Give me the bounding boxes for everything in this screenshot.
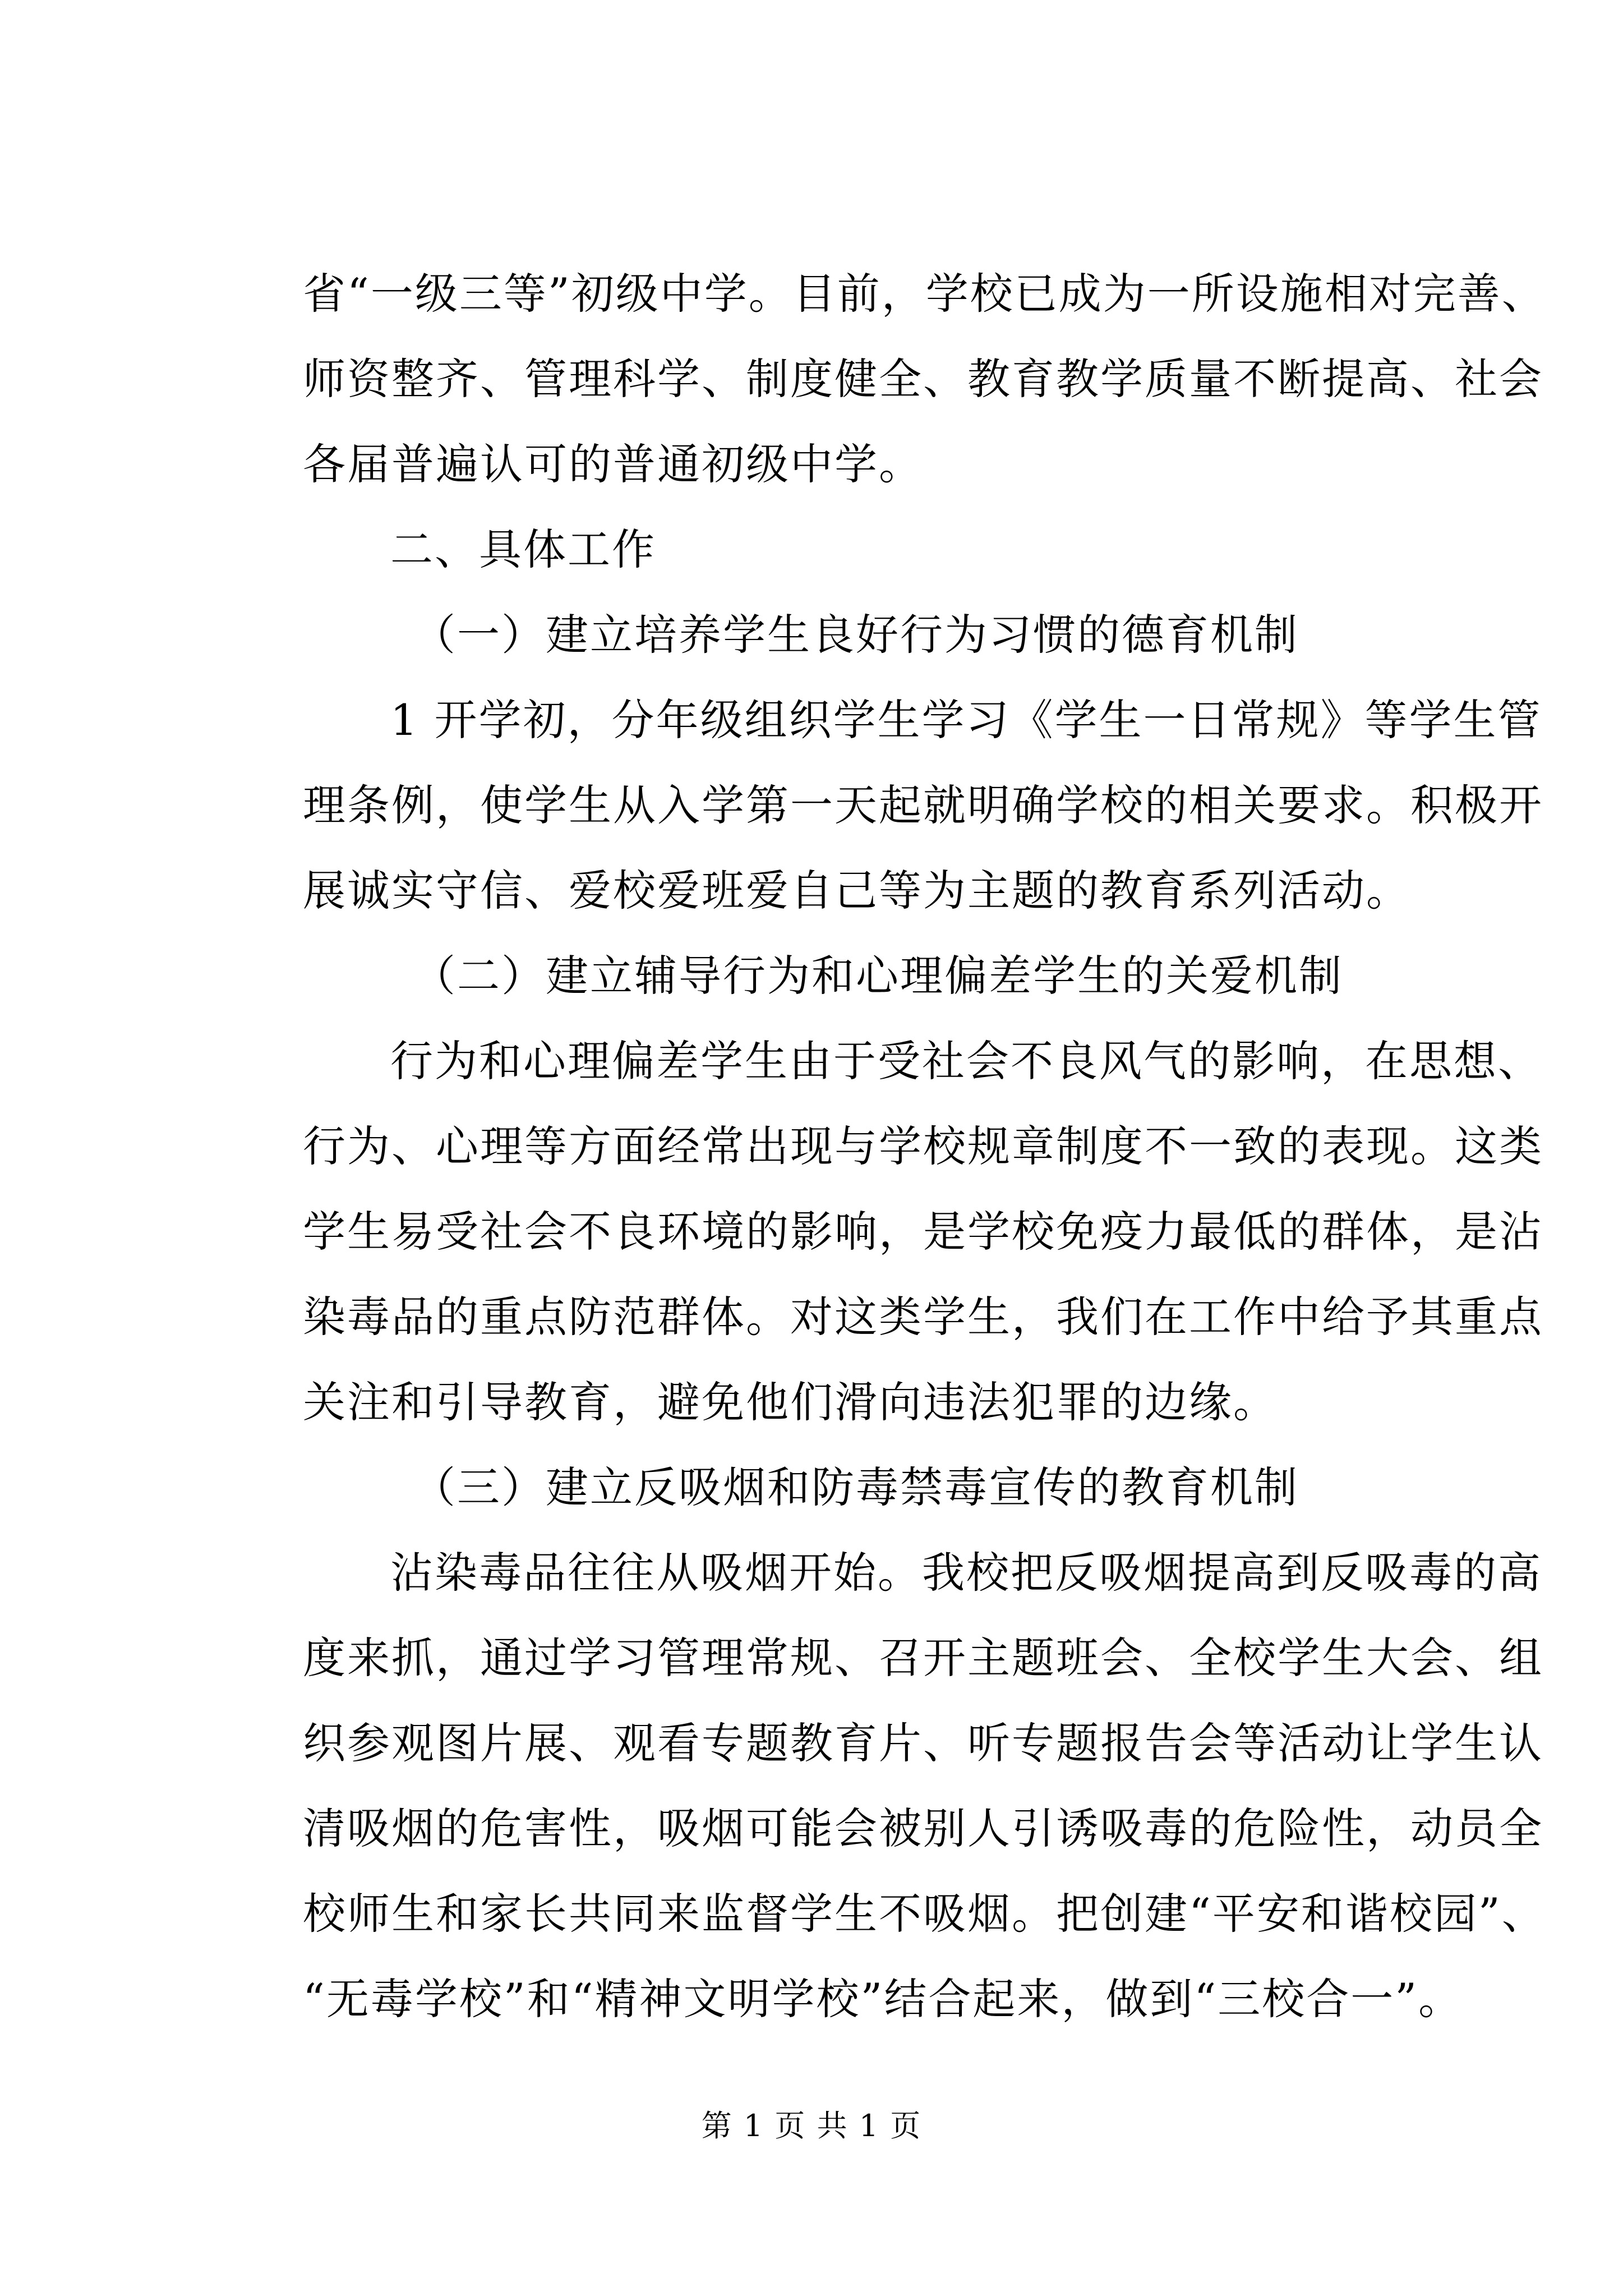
text-line: 行为、心理等方面经常出现与学校规章制度不一致的表现。这类: [303, 1121, 1543, 1171]
text-line: 理条例，使学生从入学第一天起就明确学校的相关要求。积极开: [303, 780, 1543, 830]
text-line: 各届普遍认可的普通初级中学。: [303, 439, 923, 489]
text-line: 师资整齐、管理科学、制度健全、教育教学质量不断提高、社会: [303, 354, 1543, 404]
text-line: 省“一级三等”初级中学。目前，学校已成为一所设施相对完善、: [303, 269, 1546, 319]
text-line: 清吸烟的危害性，吸烟可能会被别人引诱吸毒的危险性，动员全: [303, 1803, 1543, 1853]
text-line: 展诚实守信、爱校爱班爱自己等为主题的教育系列活动。: [303, 866, 1410, 915]
text-line: 校师生和家长共同来监督学生不吸烟。把创建“平安和谐校园”、: [303, 1889, 1546, 1939]
subsection-heading: （三）建立反吸烟和防毒禁毒宣传的教育机制: [413, 1462, 1299, 1512]
subsection-heading: （二）建立辅导行为和心理偏差学生的关爱机制: [413, 951, 1343, 1001]
section-heading: 二、具体工作: [390, 524, 656, 574]
text-line: 度来抓，通过学习管理常规、召开主题班会、全校学生大会、组: [303, 1633, 1543, 1683]
text-line: 染毒品的重点防范群体。对这类学生，我们在工作中给予其重点: [303, 1292, 1543, 1342]
text-line: 沾染毒品往往从吸烟开始。我校把反吸烟提高到反吸毒的高: [390, 1548, 1542, 1598]
text-line: 行为和心理偏差学生由于受社会不良风气的影响，在思想、: [390, 1036, 1542, 1086]
text-line: “无毒学校”和“精神文明学校”结合起来，做到“三校合一”。: [303, 1974, 1463, 2024]
document-body: [303, 251, 1546, 2042]
text-line: 学生易受社会不良环境的影响，是学校免疫力最低的群体，是沾: [303, 1207, 1543, 1257]
text-line: 关注和引导教育，避免他们滑向违法犯罪的边缘。: [303, 1377, 1278, 1427]
text-line: 1 开学初，分年级组织学生学习《学生一日常规》等学生管: [390, 695, 1542, 745]
subsection-heading: （一）建立培养学生良好行为习惯的德育机制: [413, 610, 1299, 660]
page-number-footer: 第 1 页 共 1 页: [701, 2108, 922, 2143]
text-line: 织参观图片展、观看专题教育片、听专题报告会等活动让学生认: [303, 1718, 1543, 1768]
